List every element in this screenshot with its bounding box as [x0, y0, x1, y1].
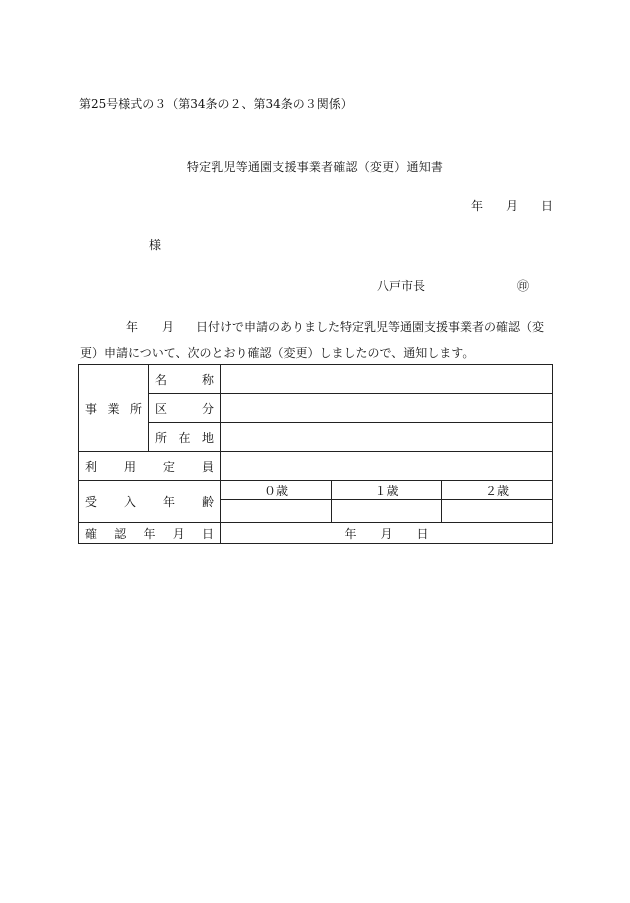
- body-year: 年: [126, 320, 139, 334]
- form-number: 第25号様式の３（第34条の２、第34条の３関係）: [79, 97, 353, 111]
- table-row-category: [79, 394, 553, 423]
- date-month: 月: [506, 199, 519, 213]
- table-row-name: [79, 365, 553, 394]
- age-1-header: １歳: [332, 481, 442, 500]
- name-label: 名 称: [149, 365, 221, 394]
- confirm-year: 年: [344, 526, 357, 541]
- body-month: 月: [162, 320, 175, 334]
- confirm-month: 月: [380, 526, 393, 541]
- age-accept-label: 受 入 年 齢: [79, 481, 221, 523]
- category-label: 区 分: [149, 394, 221, 423]
- category-field[interactable]: [221, 394, 553, 423]
- age-0-header: ０歳: [221, 481, 332, 500]
- age-0-field[interactable]: [221, 500, 332, 523]
- age-2-header: ２歳: [442, 481, 553, 500]
- confirm-date-label: 確 認 年 月 日: [79, 523, 221, 544]
- location-field[interactable]: [221, 423, 553, 452]
- body-line-1-text: 日付けで申請のありました特定乳児等通園支援事業者の確認（変: [196, 320, 545, 334]
- capacity-field[interactable]: [221, 452, 553, 481]
- location-label: 所 在 地: [149, 423, 221, 452]
- office-group-label: 事 業 所: [79, 365, 149, 452]
- age-1-field[interactable]: [332, 500, 442, 523]
- date-year: 年: [471, 199, 484, 213]
- table-row-capacity: [79, 452, 553, 481]
- name-field[interactable]: [221, 365, 553, 394]
- table-row-location: [79, 423, 553, 452]
- confirmation-table: [78, 364, 553, 544]
- seal-mark: ㊞: [517, 279, 530, 293]
- table-row-confirm-date: [79, 523, 553, 544]
- document-title: 特定乳児等通園支援事業者確認（変更）通知書: [186, 160, 444, 174]
- date-day: 日: [541, 199, 554, 213]
- body-line-2: 更）申請について、次のとおり確認（変更）しましたので、通知します。: [80, 346, 475, 360]
- addressee-suffix: 様: [149, 238, 162, 252]
- issuer-name: 八戸市長: [377, 279, 426, 293]
- table-row-age-header: [79, 481, 553, 500]
- capacity-label: 利 用 定 員: [79, 452, 221, 481]
- age-2-field[interactable]: [442, 500, 553, 523]
- confirm-date-field[interactable]: [221, 523, 553, 544]
- body-line-1: [80, 318, 544, 335]
- confirm-day: 日: [416, 526, 429, 541]
